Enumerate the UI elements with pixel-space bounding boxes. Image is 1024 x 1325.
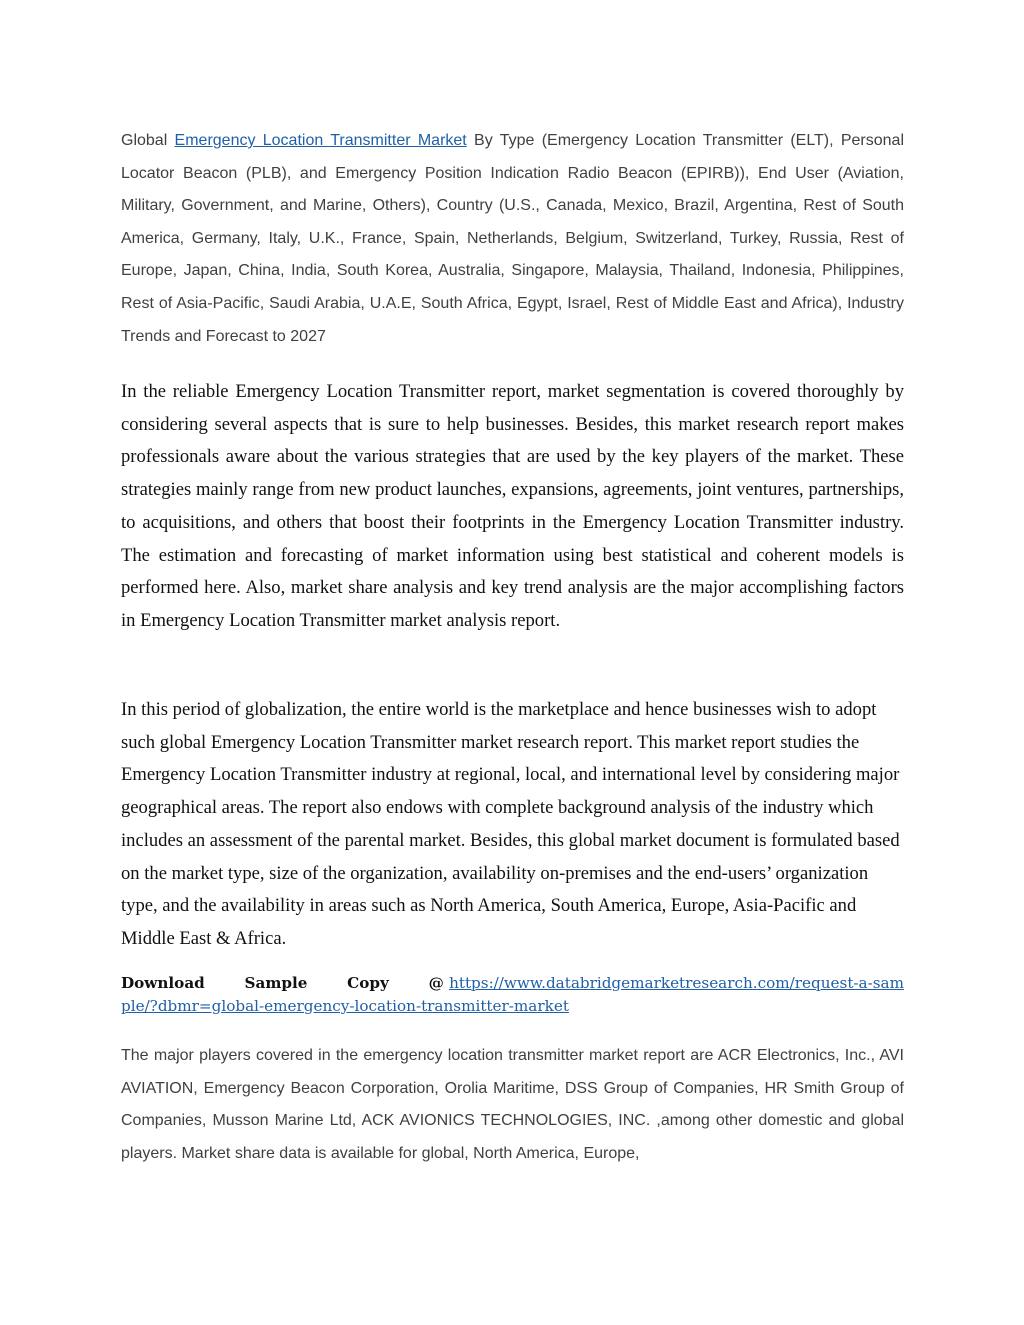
reliable-report-paragraph: In the reliable Emergency Location Transmitter report, market segmentation is covered thoroughly by considering several aspects that is sure to help businesses. Besides, this market research report makes professionals aware about the various strategies that are used by the key players of the market. These strategies mainly range from new product launches, expansions, agreements, joint ventures, partnerships, to acquisitions, and others that boost their footprints in the Emergency Location Transmitter industry. The estimation and forecasting of market information using best statistical and coherent models is performed here. Also, market share analysis and key trend analysis are the major accomplishing factors in Emergency Location Transmitter market analysis report.	[121, 381, 904, 631]
intro-rest: By Type (Emergency Location Transmitter (ELT), Personal Locator Beacon (PLB), and Emergency Position Indication Radio Beacon (EPIRB)), End User (Aviation, Military, Government, and Marine, Others), Country (U.S., Canada, Mexico, Brazil, Argentina, Rest of South America, Germany, Italy, U.K., France, Spain, Netherlands, Belgium, Switzerland, Turkey, Russia, Rest of Europe, Japan, China, India, South Korea, Australia, Singapore, Malaysia, Thailand, Indonesia, Philippines, Rest of Asia-Pacific, Saudi Arabia, U.A.E, South Africa, Egypt, Israel, Rest of Middle East and Africa), Industry Trends and Forecast to 2027	[121, 132, 905, 345]
document-page	[121, 0, 904, 1325]
intro-lead: Global	[121, 132, 168, 149]
major-players-paragraph: The major players covered in the emergency location transmitter market report are ACR Electronics, Inc., AVI AVIATION, Emergency Beacon Corporation, Orolia Maritime, DSS Group of Companies, HR Smith Group of Companies, Musson Marine Ltd, ACK AVIONICS TECHNOLOGIES, INC. ,among other domestic and global players. Market share data is available for global, North America, Europe,	[121, 1047, 904, 1163]
download-sample-line	[121, 972, 904, 1018]
intro-paragraph	[121, 125, 904, 353]
download-sample-label: Download Sample Copy @	[121, 974, 444, 992]
market-title-link[interactable]: Emergency Location Transmitter Market	[174, 132, 467, 149]
download-sample-link[interactable]: https://www.databridgemarketresearch.com/request-a-sample/?dbmr=global-emergency-location-transmitter-market	[121, 974, 904, 1015]
globalization-paragraph: In this period of globalization, the entire world is the marketplace and hence businesses wish to adopt such global Emergency Location Transmitter market research report. This market report studies the Emergency Location Transmitter industry at regional, local, and international level by considering major geographical areas. The report also endows with complete background analysis of the industry which includes an assessment of the parental market. Besides, this global market document is formulated based on the market type, size of the organization, availability on-premises and the end-users’ organization type, and the availability in areas such as North America, South America, Europe, Asia-Pacific and Middle East & Africa.	[121, 699, 900, 949]
